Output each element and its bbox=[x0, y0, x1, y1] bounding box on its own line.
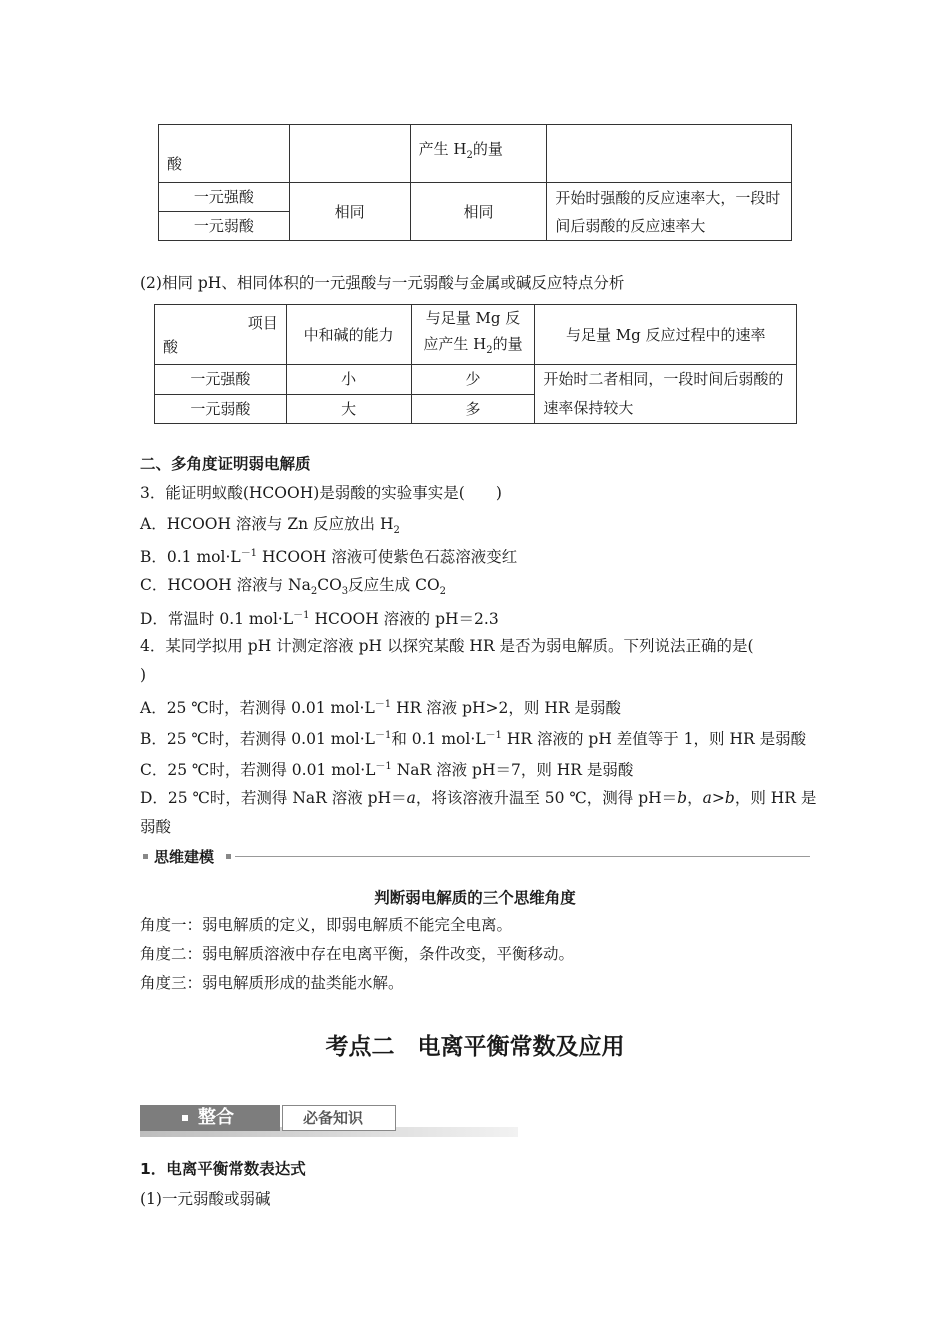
table1-merged-c1: 相同 bbox=[289, 183, 410, 241]
table2-ability: 大 bbox=[286, 394, 411, 424]
divider bbox=[235, 856, 810, 857]
table-1 bbox=[158, 124, 792, 241]
square-bullet-icon bbox=[182, 1115, 188, 1121]
table2-col0-top: 项目 bbox=[247, 313, 278, 332]
table2-col0-bottom: 酸 bbox=[163, 337, 179, 356]
table2-col1-header: 中和碱的能力 bbox=[286, 305, 411, 365]
table1-row-label: 一元强酸 bbox=[159, 183, 290, 212]
q4-option-b: B．25 ℃时，若测得 0.01 $mol\cdot L^{-1}$和 0.1 $mol\cdot L^{-1}$ HR 溶液的 pH 差值等于 1，则 HR 是弱酸 bbox=[140, 730, 807, 749]
table1-merged-c3: 开始时强酸的反应速率大，一段时间后弱酸的反应速率大 bbox=[547, 183, 792, 241]
thinking-line-2: 角度二：弱电解质溶液中存在电离平衡，条件改变，平衡移动。 bbox=[140, 945, 575, 963]
q3-option-b: B．0.1 $mol\cdot L^{-1}$ HCOOH 溶液可使紫色石蕊溶液变红 bbox=[140, 548, 518, 567]
banner-left bbox=[140, 1105, 280, 1131]
banner-left-label: 整合 bbox=[198, 1107, 234, 1128]
q3-stem: 3．能证明蚁酸(HCOOH)是弱酸的实验事实是( ) bbox=[140, 484, 502, 502]
q4-option-d-line2: 弱酸 bbox=[140, 818, 172, 836]
q3-option-c: C．HCOOH 溶液与 $Na_2CO_3$反应生成 $CO_2$ bbox=[140, 576, 447, 598]
q4-stem-line1: 4．某同学拟用 pH 计测定溶液 pH 以探究某酸 HR 是否为弱电解质。下列说法正确的是( bbox=[140, 637, 754, 655]
q4-option-c: C．25 ℃时，若测得 0.01 $mol\cdot L^{-1}$ NaR 溶液 pH＝7，则 HR 是弱酸 bbox=[140, 761, 634, 780]
table2-merged-rate: 开始时二者相同，一段时间后弱酸的速率保持较大 bbox=[535, 365, 797, 424]
table2-col3-header: 与足量 Mg 反应过程中的速率 bbox=[535, 305, 797, 365]
q3-option-a: A．HCOOH 溶液与 Zn 反应放出 $H_2$ bbox=[140, 515, 400, 537]
section-2-title: (2)相同 pH、相同体积的一元强酸与一元弱酸与金属或碱反应特点分析 bbox=[140, 274, 625, 292]
table2-ability: 小 bbox=[286, 365, 411, 395]
square-bullet-icon bbox=[143, 854, 148, 859]
table-2 bbox=[154, 304, 797, 424]
q4-option-a: A．25 ℃时，若测得 0.01 $mol\cdot L^{-1}$ HR 溶液 pH>2，则 HR 是弱酸 bbox=[140, 699, 621, 718]
item-1-sub: (1)一元弱酸或弱碱 bbox=[140, 1190, 271, 1208]
thinking-title: 判断弱电解质的三个思维角度 bbox=[374, 889, 576, 907]
part-2-title: 二、多角度证明弱电解质 bbox=[140, 455, 311, 473]
table1-col0-header: 酸 bbox=[167, 155, 183, 173]
banner-right-label: 必备知识 bbox=[303, 1109, 364, 1127]
table2-row-label: 一元强酸 bbox=[155, 365, 287, 395]
table-row bbox=[155, 365, 797, 395]
table2-col2-header-line1: 与足量 Mg 反 bbox=[425, 309, 521, 327]
banner-right bbox=[282, 1105, 396, 1131]
table2-amount: 多 bbox=[411, 394, 535, 424]
q3-option-d: D．常温时 0.1 $mol\cdot L^{-1}$ HCOOH 溶液的 pH＝2.3 bbox=[140, 610, 499, 629]
table2-amount: 少 bbox=[411, 365, 535, 395]
table-row bbox=[155, 305, 797, 365]
table1-merged-c2: 相同 bbox=[410, 183, 547, 241]
square-bullet-icon bbox=[226, 854, 231, 859]
q4-stem-line2: ) bbox=[140, 666, 147, 684]
thinking-tag: 思维建模 bbox=[154, 848, 215, 866]
thinking-line-1: 角度一：弱电解质的定义，即弱电解质不能完全电离。 bbox=[140, 916, 513, 934]
kaodian-title: 考点二 电离平衡常数及应用 bbox=[325, 1034, 625, 1060]
thinking-header-bar bbox=[140, 848, 810, 866]
section-banner bbox=[140, 1105, 518, 1137]
thinking-line-3: 角度三：弱电解质形成的盐类能水解。 bbox=[140, 974, 404, 992]
q4-option-d-line1: D．25 ℃时，若测得 NaR 溶液 pH＝a，将该溶液升温至 50 ℃，测得 pH＝b，a>b，则 HR 是 bbox=[140, 789, 817, 807]
table-row bbox=[159, 183, 792, 212]
item-1-title: 1．电离平衡常数表达式 bbox=[140, 1160, 306, 1178]
table1-row-label: 一元弱酸 bbox=[159, 212, 290, 241]
table1-col2-header: 产生 $H_2$的量 bbox=[418, 140, 503, 161]
table-row bbox=[159, 125, 792, 183]
table2-col2-header-line2: 应产生 $H_2$的量 bbox=[423, 335, 523, 356]
table2-row-label: 一元弱酸 bbox=[155, 394, 287, 424]
